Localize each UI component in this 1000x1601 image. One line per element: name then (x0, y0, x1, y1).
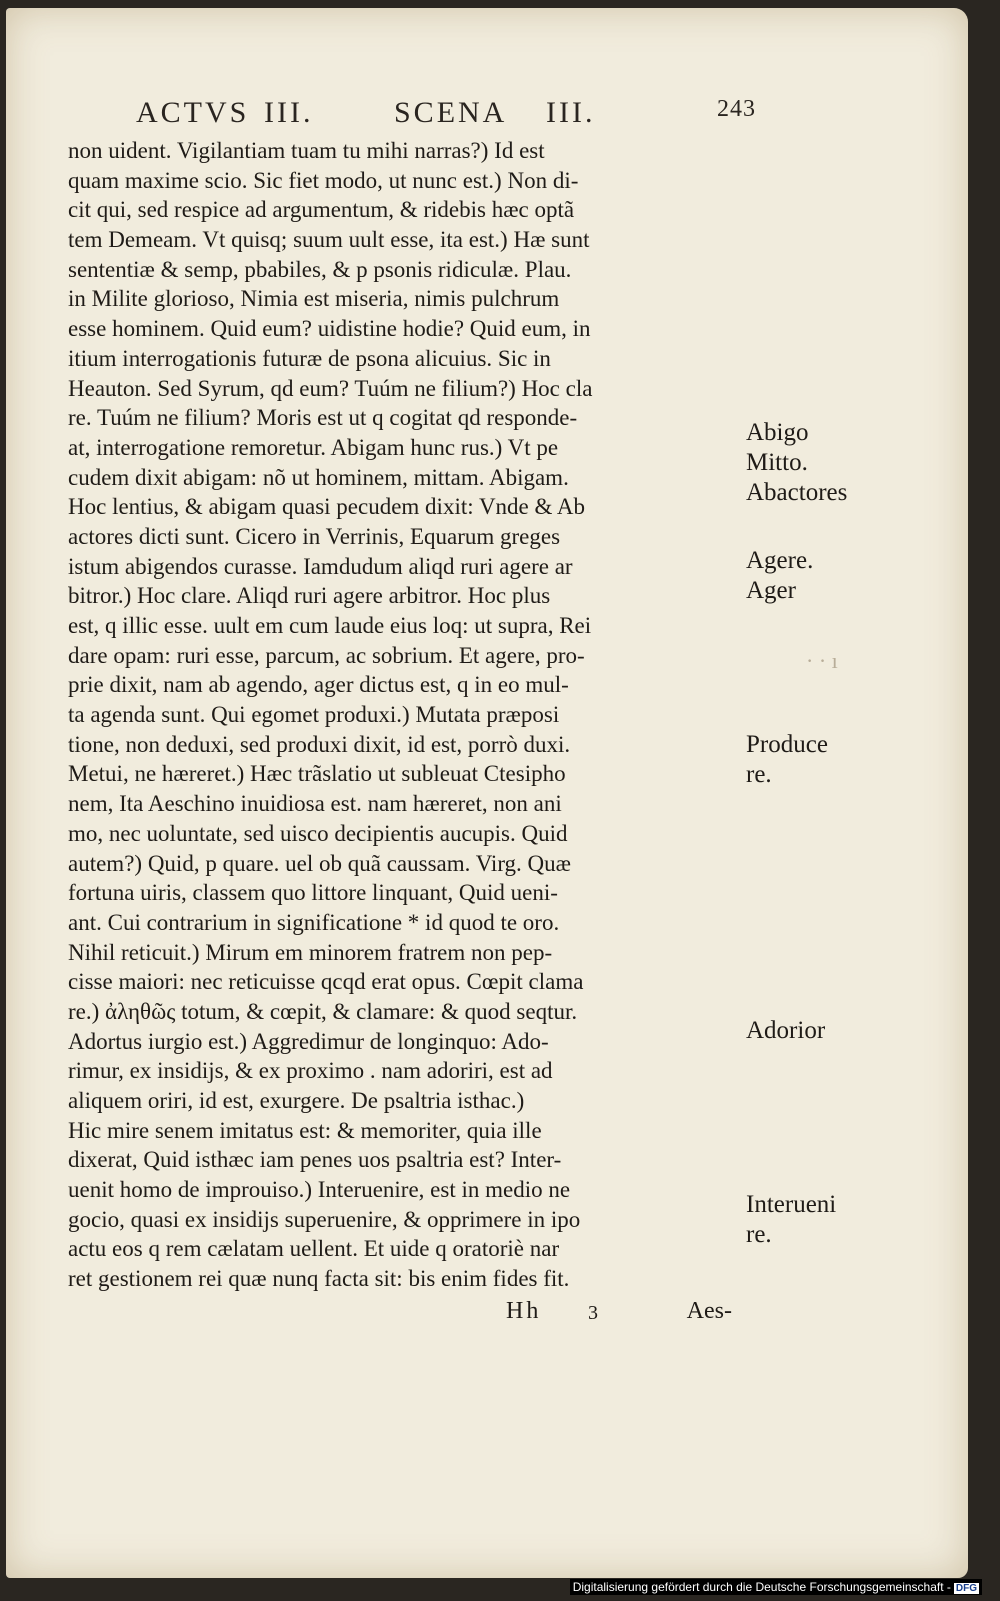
book-page (6, 8, 968, 1578)
margin-note-text: Interueni (746, 1191, 837, 1218)
text-line: at, interrogatione remoretur. Abigam hunc rus.) Vt pe (68, 434, 559, 460)
margin-note-text: Abigo (746, 419, 809, 446)
margin-note-interuenire (746, 1190, 886, 1250)
margin-note-text: re. (746, 1221, 772, 1248)
credit-text: Digitalisierung gefördert durch die Deutsche Forschungsgemeinschaft - (572, 1580, 951, 1594)
text-line: nem, Ita Aeschino inuidiosa est. nam hæreret, non ani (68, 791, 562, 817)
running-head-scene: SCENA (394, 96, 508, 129)
text-line: actores dicti sunt. Cicero in Verrinis, Equarum greges (68, 523, 561, 549)
text-line: in Milite glorioso, Nimia est miseria, nimis pulchrum (68, 286, 560, 312)
running-head-act: ACTVS (136, 96, 250, 129)
text-line: tem Demeam. Vt quisq; suum uult esse, ita est.) Hæ sunt (68, 227, 590, 253)
margin-note-text: Adorior (746, 1017, 826, 1044)
margin-note-text: re. (746, 761, 772, 788)
margin-note-text: Produce (746, 731, 828, 758)
margin-note-text: Agere. (746, 547, 814, 574)
text-line: fortuna uiris, classem quo littore linquant, Quid ueni- (68, 880, 558, 906)
margin-note-agere (746, 546, 886, 606)
text-line: cudem dixit abigam: nõ ut hominem, mittam. Abigam. (68, 464, 569, 490)
text-line: non uident. Vigilantiam tuam tu mihi narras?) Id est (68, 138, 545, 163)
text-line: prie dixit, nam ab agendo, ager dictus est, q in eo mul- (68, 672, 569, 698)
text-line: sententiæ & semp, pbabiles, & p psonis ridiculæ. Plau. (68, 256, 572, 282)
text-line: ant. Cui contrarium in significatione * id quod te oro. (68, 909, 560, 935)
dfg-logo-icon: DFG (955, 1583, 977, 1594)
text-line: re.) ἀληθῶς totum, & cœpit, & clamare: & quod seqtur. (68, 998, 578, 1024)
digitization-credit (570, 1579, 982, 1595)
running-head-scene-number: III. (546, 96, 596, 129)
text-line: bitror.) Hoc clare. Aliqd ruri agere arbitror. Hoc plus (68, 583, 551, 609)
text-line: cisse maiori: nec reticuisse qcqd erat opus. Cœpit clama (68, 969, 584, 995)
text-line: aliquem oriri, id est, exurgere. De psaltria isthac.) (68, 1088, 525, 1113)
text-line: Hic mire senem imitatus est: & memoriter, quia ille (68, 1117, 542, 1143)
text-line: Hoc lentius, & abigam quasi pecudem dixit: Vnde & Ab (68, 494, 585, 520)
text-line: re. Tuúm ne filium? Moris est ut q cogitat qd responde- (68, 405, 578, 431)
text-line: itium interrogationis futuræ de psona alicuius. Sic in (68, 345, 551, 371)
text-line: rimur, ex insidijs, & ex proximo . nam adoriri, est ad (68, 1058, 553, 1084)
paper-speck-marks: · · ı (806, 648, 838, 673)
catchword: Aes- (686, 1298, 732, 1324)
text-line: dixerat, Quid isthæc iam penes uos psaltria est? Inter- (68, 1147, 562, 1173)
text-line: Adortus iurgio est.) Aggredimur de longinquo: Ado- (68, 1028, 549, 1054)
text-line: esse hominem. Quid eum? uidistine hodie? Quid eum, in (68, 316, 591, 342)
margin-note-text: Abactores (746, 479, 848, 506)
text-line: Heauton. Sed Syrum, qd eum? Tuúm ne filium?) Hoc cla (68, 375, 593, 401)
signature-mark: Hh (506, 1298, 542, 1324)
text-line: mo, nec uoluntate, sed uisco decipientis aucupis. Quid (68, 820, 568, 846)
signature-number: 3 (588, 1302, 598, 1324)
signature-line (506, 1298, 736, 1334)
text-line: gocio, quasi ex insidijs superuenire, & opprimere in ipo (68, 1206, 581, 1232)
text-line: Nihil reticuit.) Mirum em minorem fratrem non pep- (68, 939, 553, 965)
text-line: ret gestionem rei quæ nunq facta sit: bis enim fides fit. (68, 1266, 570, 1292)
text-line: cit qui, sed respice ad argumentum, & ridebis hæc optã (68, 197, 575, 223)
text-line: quam maxime scio. Sic fiet modo, ut nunc est.) Non di- (68, 167, 579, 193)
margin-note-text: Mitto. (746, 449, 808, 476)
margin-note-text: Ager (746, 577, 796, 604)
text-line: istum abigendos curasse. Iamdudum aliqd ruri agere ar (68, 553, 573, 579)
text-line: Metui, ne hæreret.) Hæc trãslatio ut subleuat Ctesipho (68, 761, 566, 787)
text-line: est, q illic esse. uult em cum laude eius loq: ut supra, Rei (68, 613, 592, 638)
text-line: ta agenda sunt. Qui egomet produxi.) Mutata præposi (68, 702, 560, 728)
commentary-text-block (68, 136, 733, 1294)
text-line: tione, non deduxi, sed produxi dixit, id est, porrò duxi. (68, 731, 571, 757)
margin-note-adorior (746, 1016, 886, 1046)
margin-note-abigo (746, 418, 886, 508)
page-number: 243 (717, 96, 756, 122)
text-line: dare opam: ruri esse, parcum, ac sobrium. Et agere, pro- (68, 642, 585, 668)
text-line: autem?) Quid, p quare. uel ob quã caussam. Virg. Quæ (68, 850, 572, 876)
text-line: actu eos q rem cælatam uellent. Et uide q oratoriè nar (68, 1236, 560, 1262)
running-head-act-number: III. (264, 96, 314, 129)
margin-note-producere (746, 730, 886, 790)
running-head (136, 96, 756, 136)
text-line: uenit homo de improuiso.) Interuenire, est in medio ne (68, 1177, 571, 1203)
